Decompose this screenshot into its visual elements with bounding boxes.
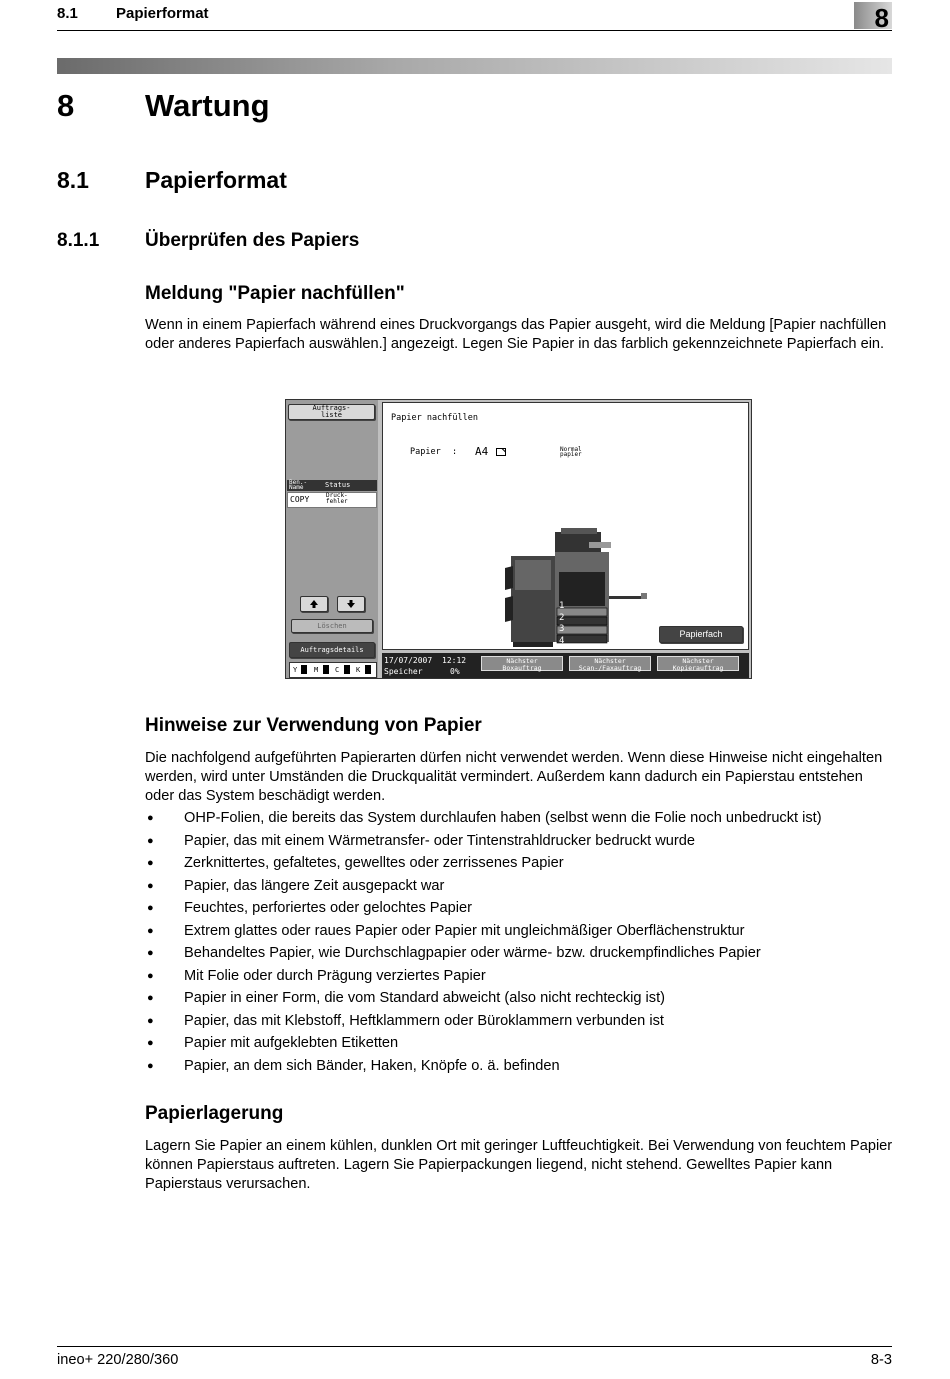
paper-orientation-icon xyxy=(496,448,506,456)
list-item xyxy=(145,1056,895,1079)
job-list-button[interactable]: Auftrags- liste xyxy=(288,404,375,420)
meldung-paragraph: Wenn in einem Papierfach während eines Druckvorgangs das Papier ausgeht, wird die Meldung [Papier nachfüllen oder anderes Papierfach auswählen.] angezeigt. Legen Sie Papier in das farblich gekennzeichnete Papierfach ein. xyxy=(145,317,887,353)
paper-separator: : xyxy=(452,447,458,457)
header-section-title: Papierformat xyxy=(116,5,209,22)
tray-numbers xyxy=(559,601,564,647)
message-area xyxy=(382,402,749,650)
toner-y: Y xyxy=(293,666,298,674)
delete-button[interactable]: Löschen xyxy=(291,619,373,633)
tray-3: 3 xyxy=(559,624,565,634)
bullet-icon: ● xyxy=(147,1014,154,1027)
next-box-job-button[interactable]: Nächster Boxauftrag xyxy=(481,656,563,671)
footer-model: ineo+ 220/280/360 xyxy=(57,1352,179,1368)
copier-illustration-icon xyxy=(503,528,663,650)
toner-k-level xyxy=(365,665,371,674)
memory-label: Speicher xyxy=(384,667,423,676)
toner-m-level xyxy=(323,665,329,674)
bullet-icon: ● xyxy=(147,812,154,824)
tray-2: 2 xyxy=(559,612,565,623)
subsection-title: Überprüfen des Papiers xyxy=(145,230,360,251)
list-item-text: Feuchtes, perforiertes oder gelochtes Papier xyxy=(184,900,472,916)
tray-4: 4 xyxy=(559,635,565,646)
paper-type: Normal papier xyxy=(560,446,582,458)
paper-tray-button[interactable]: Papierfach xyxy=(659,626,743,643)
hinweise-heading: Hinweise zur Verwendung von Papier xyxy=(145,715,482,736)
list-item xyxy=(145,808,895,831)
chapter-gradient-bar xyxy=(57,58,892,74)
lagerung-heading: Papierlagerung xyxy=(145,1103,284,1124)
bullet-icon: ● xyxy=(147,992,154,1004)
job-status: Druck- fehler xyxy=(326,492,348,505)
meldung-heading: Meldung "Papier nachfüllen" xyxy=(145,283,405,304)
toner-y-level xyxy=(301,665,307,674)
running-header xyxy=(57,0,892,31)
job-name: COPY xyxy=(290,495,310,504)
time-value: 12:12 xyxy=(442,656,467,665)
list-item-text: Zerknittertes, gefaltetes, gewelltes oder zerrissenes Papier xyxy=(184,855,564,871)
section-number: 8.1 xyxy=(57,167,89,193)
list-item-text: Papier, das längere Zeit ausgepackt war xyxy=(184,877,445,894)
job-col-status: Status xyxy=(325,481,351,489)
page-number: 8-3 xyxy=(870,1352,892,1368)
lagerung-paragraph: Lagern Sie Papier an einem kühlen, dunklen Ort mit geringer Luftfeuchtigkeit. Bei Verwendung von feuchtem Papier können Papierstaus auftreten. Lagern Sie Papierpackungen liegend, nicht stehend. Gewelltes Papier kann Papierstaus verursachen. xyxy=(145,1138,893,1193)
toner-c-level xyxy=(344,665,350,674)
job-table-header xyxy=(287,480,377,491)
bullet-icon: ● xyxy=(147,924,154,937)
list-item-text: Papier, das mit einem Wärmetransfer- oder Tintenstrahldrucker bedruckt wurde xyxy=(184,832,695,849)
list-item xyxy=(145,1011,895,1034)
message-title: Papier nachfüllen xyxy=(391,413,478,423)
list-item xyxy=(145,921,895,944)
scroll-up-button[interactable] xyxy=(300,596,328,612)
status-bar xyxy=(382,653,749,678)
list-item-text: Mit Folie oder durch Prägung verziertes Papier xyxy=(184,967,486,984)
list-item-text: OHP-Folien, die bereits das System durchlaufen haben (selbst wenn die Folie noch unbedruckt ist) xyxy=(184,810,822,826)
chapter-tab: 8 xyxy=(854,2,892,29)
list-item-text: Papier in einer Form, die vom Standard abweicht (also nicht rechteckig ist) xyxy=(184,990,665,1006)
bullet-icon: ● xyxy=(147,947,154,959)
next-scan-fax-job-button[interactable]: Nächster Scan-/Faxauftrag xyxy=(569,656,651,671)
hinweise-paragraph: Die nachfolgend aufgeführten Papierarten dürfen nicht verwendet werden. Wenn diese Hinweise nicht eingehalten werden, wird unter Umständen die Druckqualität vermindert. Außerdem kann dadurch ein Papierstau entstehen oder das System beschädigt werden. xyxy=(145,750,883,805)
date-time-area xyxy=(382,653,474,678)
device-screen xyxy=(285,399,752,679)
arrow-up-icon xyxy=(301,597,327,611)
list-item xyxy=(145,1033,895,1056)
bullet-icon: ● xyxy=(147,1037,154,1049)
list-item xyxy=(145,988,895,1011)
arrow-down-icon xyxy=(338,597,364,611)
toner-m: M xyxy=(314,666,319,674)
paper-label: Papier xyxy=(410,447,441,457)
running-footer xyxy=(57,1346,892,1377)
list-item xyxy=(145,898,895,921)
subsection-number: 8.1.1 xyxy=(57,230,100,251)
list-item-text: Papier mit aufgeklebten Etiketten xyxy=(184,1035,399,1051)
bullet-icon: ● xyxy=(147,857,154,869)
job-details-button[interactable]: Auftragsdetails xyxy=(289,642,375,658)
job-col-name: Ben.- Name xyxy=(289,479,308,491)
list-item xyxy=(145,853,895,876)
memory-value: 0% xyxy=(450,667,460,676)
job-sidebar xyxy=(286,400,378,678)
bullet-icon: ● xyxy=(147,1059,154,1072)
list-item-text: Extrem glattes oder raues Papier oder Papier mit ungleichmäßiger Oberflächenstruktur xyxy=(184,922,745,939)
chapter-title: Wartung xyxy=(145,88,270,123)
next-copy-job-button[interactable]: Nächster Kopierauftrag xyxy=(657,656,739,671)
bullet-icon: ● xyxy=(147,902,154,914)
list-item xyxy=(145,966,895,989)
bullet-icon: ● xyxy=(147,834,154,847)
list-item xyxy=(145,831,895,854)
bullet-icon: ● xyxy=(147,969,154,982)
toner-indicator xyxy=(289,662,377,678)
scroll-down-button[interactable] xyxy=(337,596,365,612)
list-item-text: Behandeltes Papier, wie Durchschlagpapier oder wärme- bzw. druckempfindliches Papier xyxy=(184,945,761,961)
header-section-number: 8.1 xyxy=(57,5,78,22)
list-item xyxy=(145,876,895,899)
list-item xyxy=(145,943,895,966)
toner-k: K xyxy=(356,666,361,674)
list-item-text: Papier, das mit Klebstoff, Heftklammern oder Büroklammern verbunden ist xyxy=(184,1012,664,1029)
list-item-text: Papier, an dem sich Bänder, Haken, Knöpfe o. ä. befinden xyxy=(184,1057,560,1074)
bullet-icon: ● xyxy=(147,879,154,892)
toner-c: C xyxy=(335,666,340,674)
paper-restrictions-list xyxy=(145,808,895,1078)
date-value: 17/07/2007 xyxy=(384,656,433,665)
tray-1: 1 xyxy=(559,601,565,611)
chapter-number: 8 xyxy=(57,88,75,123)
section-title: Papierformat xyxy=(145,167,287,193)
job-table-row[interactable] xyxy=(287,492,377,508)
paper-size: A4 xyxy=(475,445,489,458)
